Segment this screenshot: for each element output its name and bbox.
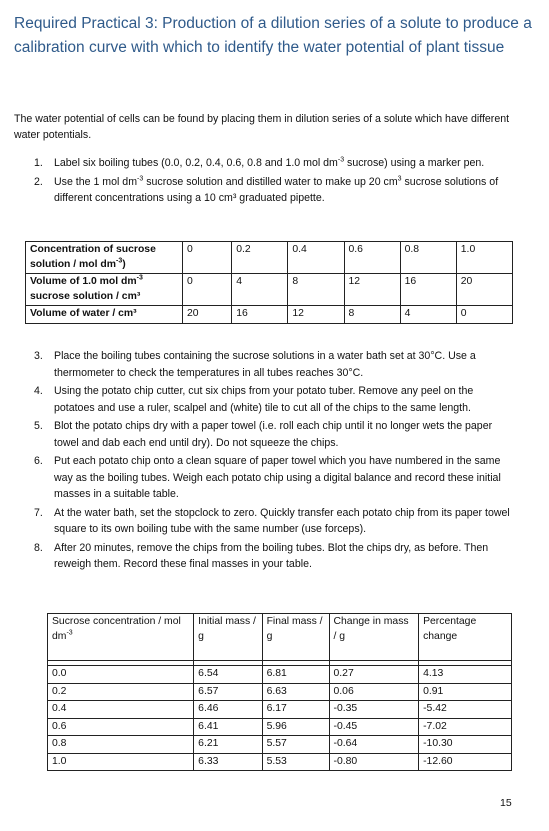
table-cell: -7.02 [419, 718, 512, 736]
results-table [47, 613, 512, 771]
table-cell: 0.2 [232, 242, 288, 274]
step-text: Blot the potato chips dry with a paper towel (i.e. roll each chip until it no longer wets the paper towel and dab each end until dry). Do not squeeze the chips. [54, 420, 493, 449]
table-cell: 6.81 [262, 666, 329, 684]
table-cell: -0.45 [329, 718, 419, 736]
page-title: Required Practical 3: Production of a dilution series of a solute to produce a calibration curve with which to identify the water potential of plant tissue [14, 15, 532, 56]
step-number: 1. [34, 157, 43, 169]
intro-paragraph: The water potential of cells can be found by placing them in dilution series of a solute which have different water potentials. [14, 113, 510, 141]
table-cell: -5.42 [419, 701, 512, 719]
table-cell: 0.4 [48, 701, 194, 719]
table-cell: 6.63 [262, 683, 329, 701]
step-text: Put each potato chip onto a clean square of paper towel which you have numbered in the same way as the boiling tubes. Weigh each potato chip using a digital balance and record these initial masses in a suitable table. [54, 455, 501, 500]
table-row [48, 666, 512, 684]
table-cell: 0 [183, 274, 232, 306]
method-step [34, 505, 512, 538]
table-cell: 6.21 [194, 736, 262, 754]
table-cell: 20 [183, 306, 232, 324]
table-cell: 6.33 [194, 753, 262, 771]
table-cell: 0.91 [419, 683, 512, 701]
row-header: Volume of water / cm³ [26, 306, 183, 324]
table-cell: 0 [183, 242, 232, 274]
table-cell: 0.8 [400, 242, 456, 274]
step-text: Place the boiling tubes containing the sucrose solutions in a water bath set at 30°C. Use a thermometer to check the temperatures in all tubes reaches 30°C. [54, 350, 476, 379]
table-cell: 5.57 [262, 736, 329, 754]
table-header-row [48, 614, 512, 661]
table-cell: 6.17 [262, 701, 329, 719]
step-text: Using the potato chip cutter, cut six chips from your potato tuber. Remove any peel on the potatoes and use a ruler, scalpel and (white) tile to cut all of the chips to the same length. [54, 385, 474, 414]
step-text: Use the 1 mol dm [54, 175, 138, 188]
table-row [48, 701, 512, 719]
column-header: Change in mass / g [329, 614, 419, 661]
table-row [48, 718, 512, 736]
table-cell: 16 [232, 306, 288, 324]
step-text: sucrose solutions of different concentrations using a 10 cm³ graduated pipette. [54, 175, 499, 204]
method-steps-part2 [34, 348, 512, 575]
table-row [48, 753, 512, 771]
table-cell: -0.35 [329, 701, 419, 719]
step-number: 6. [34, 455, 43, 467]
table-cell: 6.46 [194, 701, 262, 719]
table-cell: -0.64 [329, 736, 419, 754]
step-number: 4. [34, 385, 43, 397]
table-cell: 5.96 [262, 718, 329, 736]
table-cell: 16 [400, 274, 456, 306]
table-row [48, 683, 512, 701]
table-cell: 0.2 [48, 683, 194, 701]
dilution-table [25, 241, 513, 324]
column-header: Percentage change [419, 614, 512, 661]
table-row [26, 274, 513, 306]
table-cell: 1.0 [456, 242, 512, 274]
table-cell: 6.41 [194, 718, 262, 736]
table-cell: 0.0 [48, 666, 194, 684]
row-header: Concentration of sucrose solution / mol $dm^{-3}$) [26, 242, 183, 274]
method-step [34, 155, 512, 172]
table-cell: 12 [344, 274, 400, 306]
step-superscript: -3 [337, 156, 345, 164]
table-cell: 0.6 [48, 718, 194, 736]
step-number: 3. [34, 350, 43, 362]
step-text: At the water bath, set the stopclock to zero. Quickly transfer each potato chip from its paper towel square to its own boiling tube with the same number (use forceps). [54, 506, 510, 535]
table-cell: 20 [456, 274, 512, 306]
method-step [34, 418, 512, 451]
table-cell: 0 [456, 306, 512, 324]
table-cell: -10.30 [419, 736, 512, 754]
table-cell: -12.60 [419, 753, 512, 771]
table-cell: 4 [232, 274, 288, 306]
table-cell: 8 [344, 306, 400, 324]
table-row [48, 736, 512, 754]
step-number: 2. [34, 175, 43, 188]
table-row [26, 242, 513, 274]
column-header: Initial mass / g [194, 614, 262, 661]
column-header: Final mass / g [262, 614, 329, 661]
method-step [34, 453, 512, 503]
table-cell: -0.80 [329, 753, 419, 771]
step-text: Label six boiling tubes (0.0, 0.2, 0.4, 0.6, 0.8 and 1.0 mol dm [54, 157, 338, 169]
step-text: After 20 minutes, remove the chips from the boiling tubes. Blot the chips dry, as before. Then reweigh them. Record these final masses in your table. [54, 541, 489, 570]
table-cell: 6.54 [194, 666, 262, 684]
step-text: sucrose) using a marker pen. [344, 157, 485, 169]
table-cell: 8 [288, 274, 344, 306]
method-step [34, 540, 512, 573]
step-superscript: 3 [397, 174, 402, 182]
step-superscript: -3 [137, 174, 144, 182]
table-cell: 4.13 [419, 666, 512, 684]
column-header: Sucrose concentration / mol $dm^{-3}$ [48, 614, 194, 661]
table-cell: 12 [288, 306, 344, 324]
table-cell: 5.53 [262, 753, 329, 771]
method-step [34, 383, 512, 416]
table-cell: 0.27 [329, 666, 419, 684]
table-cell: 6.57 [194, 683, 262, 701]
method-step [34, 348, 512, 381]
table-cell: 0.6 [344, 242, 400, 274]
table-cell: 1.0 [48, 753, 194, 771]
table-cell: 4 [400, 306, 456, 324]
step-text: sucrose solution and distilled water to make up 20 cm [143, 175, 398, 188]
step-number: 5. [34, 420, 43, 432]
table-cell: 0.4 [288, 242, 344, 274]
row-header: Volume of 1.0 mol $dm^{-3}$ sucrose solution / cm³ [26, 274, 183, 306]
step-number: 8. [34, 541, 43, 554]
table-row [26, 306, 513, 324]
method-step [34, 174, 512, 207]
table-cell: 0.8 [48, 736, 194, 754]
method-steps-part1 [34, 155, 512, 209]
table-cell: 0.06 [329, 683, 419, 701]
step-number: 7. [34, 506, 43, 519]
page-number: 15 [500, 797, 512, 809]
